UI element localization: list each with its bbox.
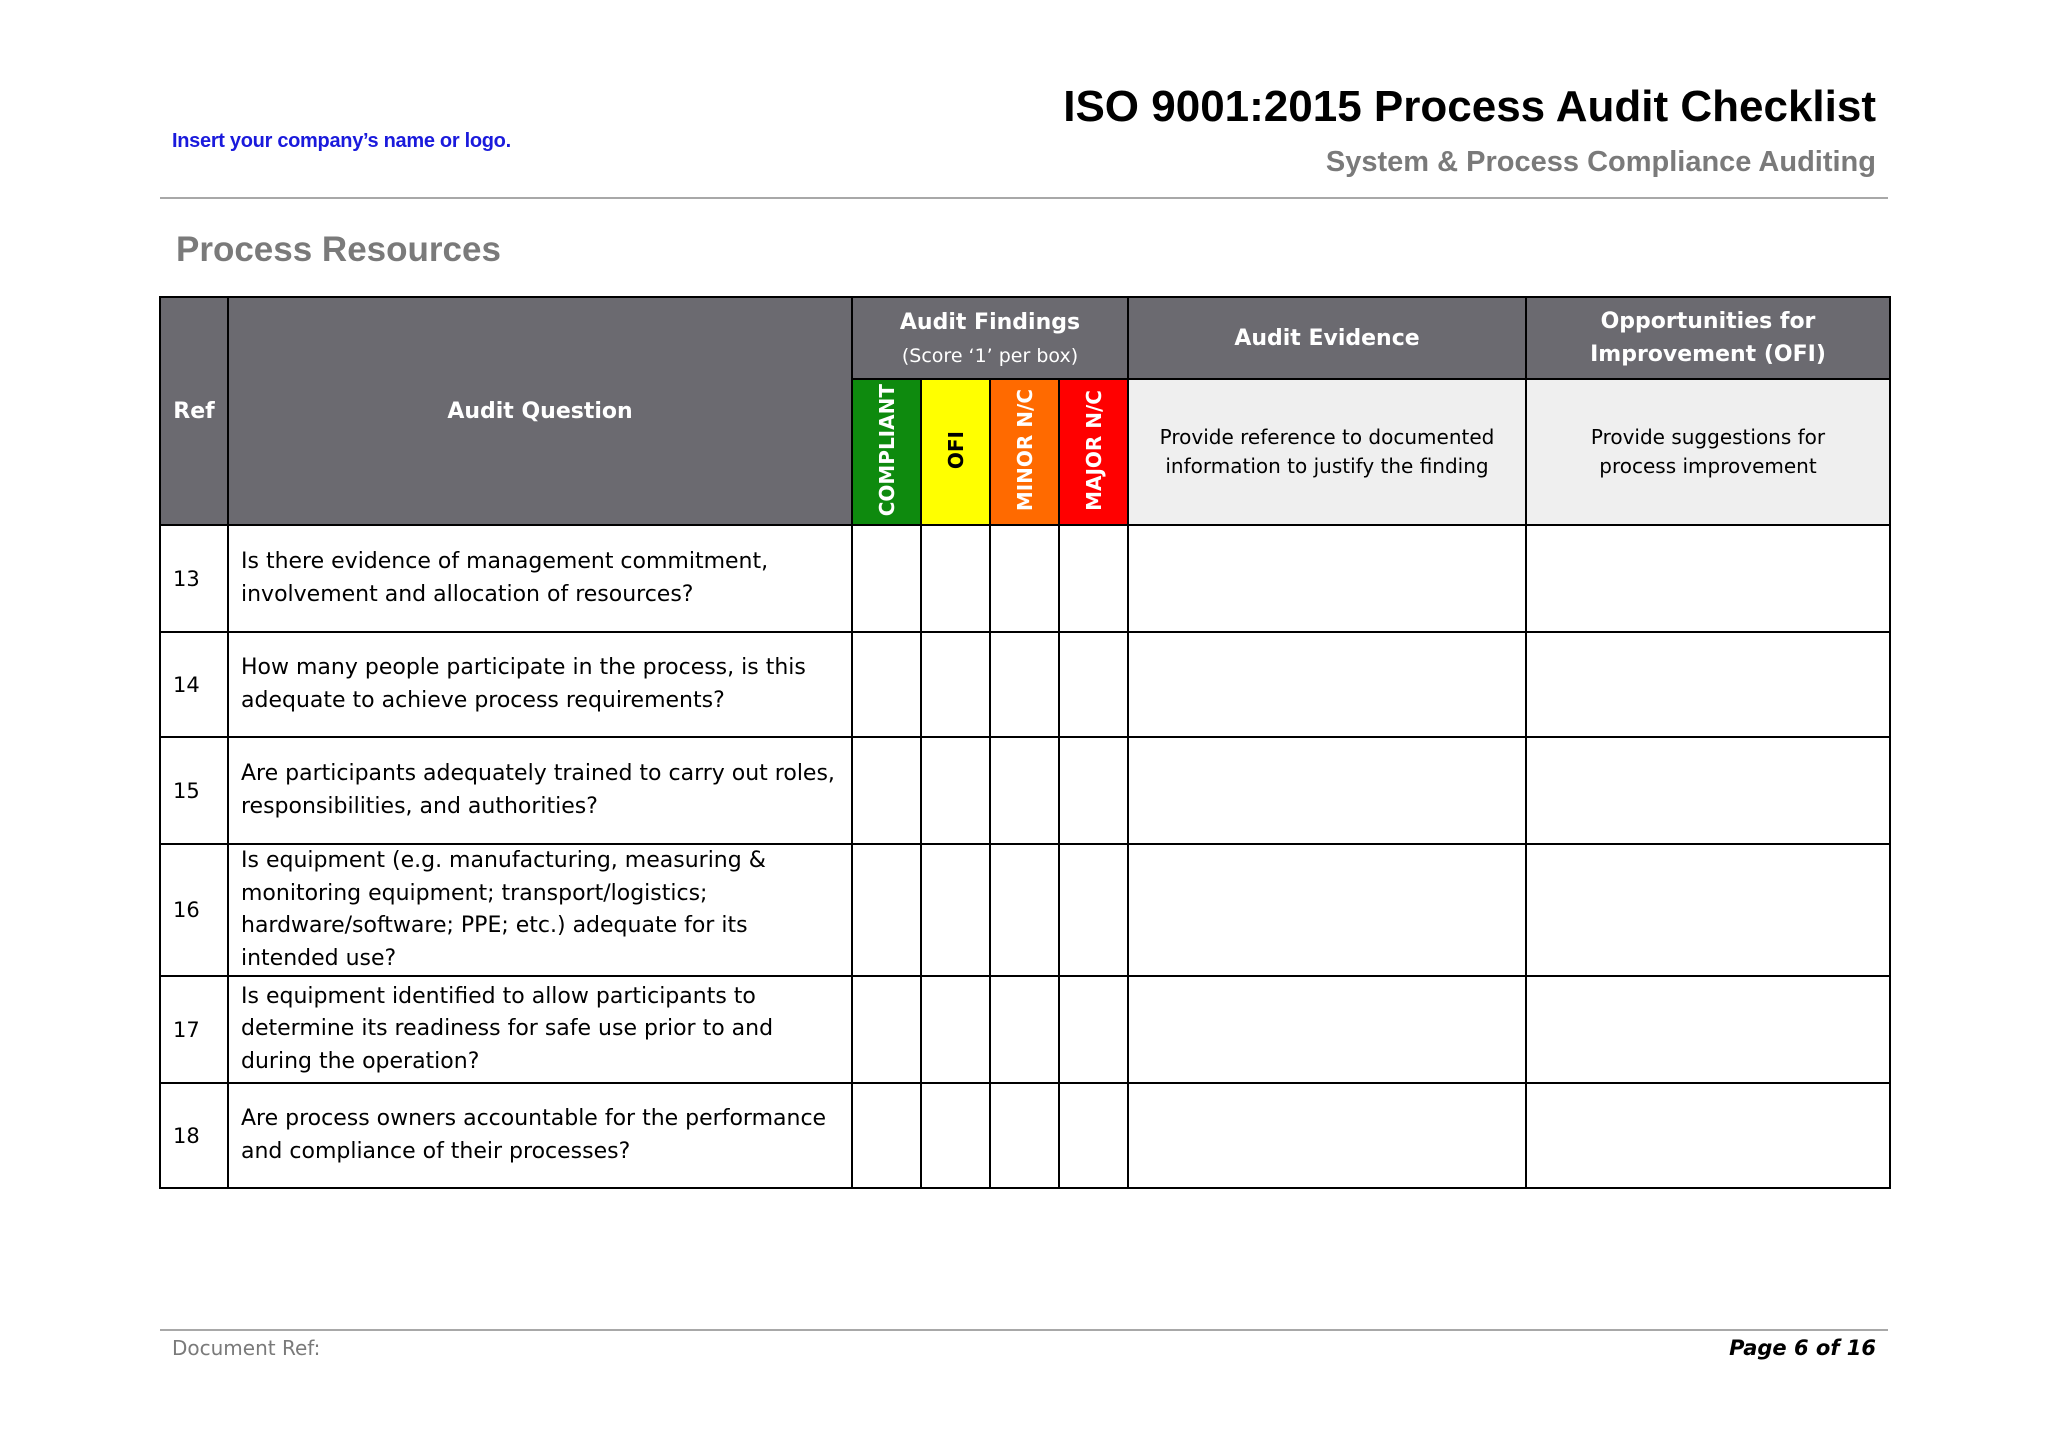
table-row [160, 976, 1890, 1083]
ofi-cell[interactable] [1526, 1083, 1890, 1188]
finding-header-minor [990, 379, 1059, 525]
findings-score-note: (Score ‘1’ per box) [901, 344, 1079, 367]
column-header-ref: Ref [160, 297, 228, 525]
ofi-hint: Provide suggestions for process improvement [1526, 379, 1890, 525]
table-row [160, 737, 1890, 844]
finding-label-major: MAJOR N/C [1081, 389, 1106, 511]
score-major-cell[interactable] [1059, 632, 1128, 737]
score-minor-cell[interactable] [990, 632, 1059, 737]
score-ofi-cell[interactable] [921, 525, 990, 632]
finding-label-minor: MINOR N/C [1012, 388, 1037, 512]
score-compliant-cell[interactable] [852, 525, 921, 632]
footer-divider [160, 1329, 1888, 1331]
score-major-cell[interactable] [1059, 525, 1128, 632]
table-row [160, 1083, 1890, 1188]
section-title: Process Resources [176, 230, 501, 269]
company-name-placeholder: Insert your company’s name or logo. [172, 130, 511, 152]
document-ref-label: Document Ref: [172, 1336, 321, 1360]
score-ofi-cell[interactable] [921, 737, 990, 844]
ofi-cell[interactable] [1526, 632, 1890, 737]
finding-header-ofi [921, 379, 990, 525]
document-subtitle: System & Process Compliance Auditing [1325, 146, 1876, 178]
ofi-cell[interactable] [1526, 976, 1890, 1083]
finding-label-ofi: OFI [943, 430, 968, 470]
column-header-evidence: Audit Evidence [1128, 297, 1526, 379]
evidence-cell[interactable] [1128, 525, 1526, 632]
evidence-cell[interactable] [1128, 1083, 1526, 1188]
score-compliant-cell[interactable] [852, 737, 921, 844]
score-minor-cell[interactable] [990, 737, 1059, 844]
score-major-cell[interactable] [1059, 976, 1128, 1083]
row-question: Are participants adequately trained to carry out roles, responsibilities, and authorities? [228, 737, 852, 844]
ofi-cell[interactable] [1526, 844, 1890, 976]
row-question: Is equipment (e.g. manufacturing, measuring & monitoring equipment; transport/logistics; hardware/software; PPE; etc.) adequate for its intended use? [228, 844, 852, 976]
score-minor-cell[interactable] [990, 976, 1059, 1083]
row-question: Is equipment identified to allow participants to determine its readiness for safe use prior to and during the operation? [228, 976, 852, 1083]
column-header-ofi: Opportunities for Improvement (OFI) [1526, 297, 1890, 379]
score-ofi-cell[interactable] [921, 976, 990, 1083]
score-minor-cell[interactable] [990, 1083, 1059, 1188]
evidence-hint: Provide reference to documented information to justify the finding [1128, 379, 1526, 525]
evidence-cell[interactable] [1128, 737, 1526, 844]
row-ref: 14 [160, 632, 228, 737]
row-ref: 15 [160, 737, 228, 844]
column-header-question: Audit Question [228, 297, 852, 525]
table-row [160, 844, 1890, 976]
row-ref: 16 [160, 844, 228, 976]
evidence-cell[interactable] [1128, 632, 1526, 737]
finding-header-compliant [852, 379, 921, 525]
header-divider [160, 197, 1888, 199]
row-question: Are process owners accountable for the performance and compliance of their processes? [228, 1083, 852, 1188]
evidence-cell[interactable] [1128, 844, 1526, 976]
finding-label-compliant: COMPLIANT [874, 383, 899, 517]
audit-checklist-table [159, 296, 1891, 1189]
score-ofi-cell[interactable] [921, 632, 990, 737]
score-major-cell[interactable] [1059, 844, 1128, 976]
score-minor-cell[interactable] [990, 844, 1059, 976]
score-ofi-cell[interactable] [921, 1083, 990, 1188]
row-ref: 13 [160, 525, 228, 632]
ofi-cell[interactable] [1526, 737, 1890, 844]
score-compliant-cell[interactable] [852, 632, 921, 737]
row-ref: 18 [160, 1083, 228, 1188]
row-question: Is there evidence of management commitment, involvement and allocation of resources? [228, 525, 852, 632]
row-question: How many people participate in the process, is this adequate to achieve process requirements? [228, 632, 852, 737]
table-row [160, 632, 1890, 737]
column-header-findings [852, 297, 1128, 379]
document-title: ISO 9001:2015 Process Audit Checklist [1063, 82, 1876, 131]
page-number: Page 6 of 16 [1729, 1336, 1876, 1360]
score-compliant-cell[interactable] [852, 1083, 921, 1188]
score-compliant-cell[interactable] [852, 976, 921, 1083]
findings-title: Audit Findings [899, 309, 1081, 335]
score-major-cell[interactable] [1059, 1083, 1128, 1188]
score-major-cell[interactable] [1059, 737, 1128, 844]
row-ref: 17 [160, 976, 228, 1083]
ofi-cell[interactable] [1526, 525, 1890, 632]
evidence-cell[interactable] [1128, 976, 1526, 1083]
finding-header-major [1059, 379, 1128, 525]
score-minor-cell[interactable] [990, 525, 1059, 632]
score-ofi-cell[interactable] [921, 844, 990, 976]
score-compliant-cell[interactable] [852, 844, 921, 976]
table-row [160, 525, 1890, 632]
